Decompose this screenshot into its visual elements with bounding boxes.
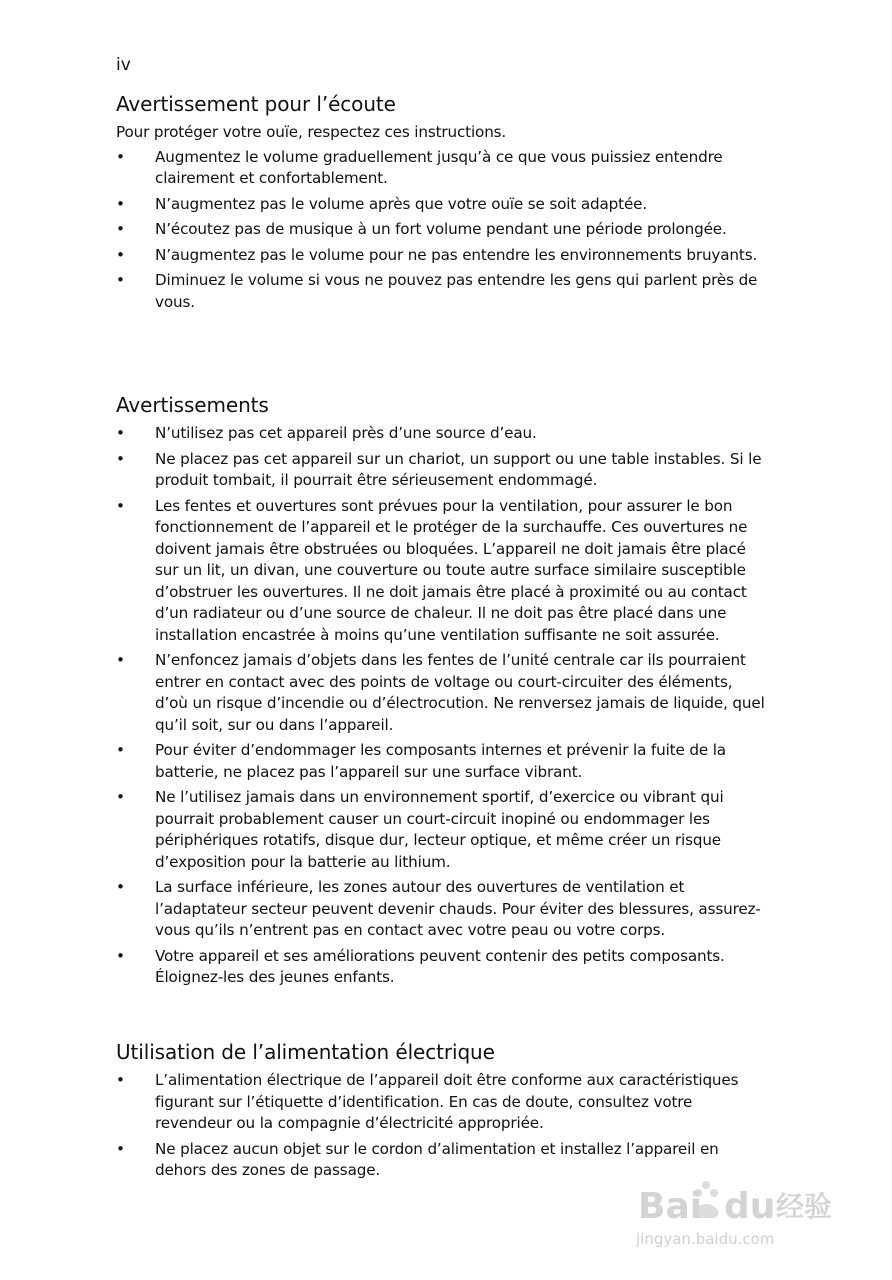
list-item — [116, 1070, 766, 1135]
list-item-text: Votre appareil et ses améliorations peuvent contenir des petits composants. Éloignez-les des jeunes enfants. — [155, 946, 725, 986]
bullet-icon: • — [116, 741, 125, 759]
list-item — [116, 245, 766, 267]
section-title: Utilisation de l’alimentation électrique — [116, 1040, 495, 1064]
bullet-icon: • — [116, 946, 125, 965]
list-item — [116, 740, 766, 783]
list-item — [116, 423, 766, 445]
bullet-icon: • — [116, 449, 125, 468]
bullet-icon: • — [116, 194, 125, 213]
baidu-jingyan-watermark — [628, 1160, 858, 1260]
section-intro: Pour protéger votre ouïe, respectez ces instructions. — [116, 123, 507, 141]
svg-text:du: du — [724, 1186, 776, 1227]
bullet-icon: • — [116, 1071, 125, 1089]
list-item-text: Ne l’utilisez jamais dans un environnement sportif, d’exercice ou vibrant qui pourrait probablement causer un court-circuit inopiné ou endommager les périphériques rotatifs, disque dur, lecteur optique, et même créer un risque d’exposition pour la batterie au lithium. — [155, 788, 724, 871]
list-item-text: Pour éviter d’endommager les composants internes et prévenir la fuite de la batterie, ne placez pas l’appareil sur une surface vibrant. — [155, 741, 726, 781]
list-item-text: N’écoutez pas de musique à un fort volume pendant une période prolongée. — [155, 220, 727, 238]
list-item — [116, 650, 766, 736]
list-item — [116, 787, 766, 873]
list-item-text: La surface inférieure, les zones autour des ouvertures de ventilation et l’adaptateur secteur peuvent devenir chauds. Pour éviter des blessures, assurez-vous qu’ils n’entrent pas en contact avec votre peau ou votre corps. — [155, 878, 761, 939]
page-number: iv — [116, 55, 131, 75]
bullet-list — [116, 147, 766, 314]
list-item-text: N’augmentez pas le volume après que votre ouïe se soit adaptée. — [155, 194, 648, 213]
svg-text:jingyan.baidu.com: jingyan.baidu.com — [636, 1230, 775, 1248]
bullet-icon: • — [116, 651, 125, 669]
list-item-text: N’augmentez pas le volume pour ne pas entendre les environnements bruyants. — [155, 245, 758, 264]
bullet-icon: • — [116, 788, 125, 806]
list-item — [116, 194, 766, 216]
list-item-text: Augmentez le volume graduellement jusqu’à ce que vous puissiez entendre clairement et confortablement. — [155, 147, 723, 187]
list-item-text: Les fentes et ouvertures sont prévues pour la ventilation, pour assurer le bon fonctionnement de l’appareil et le protéger de la surchauffe. Ces ouvertures ne doivent jamais être obstruées ou bloquées. L’appareil ne doit jamais être placé sur un lit, un divan, une couverture ou toute autre surface similaire susceptible d’obstruer les ouvertures. Il ne doit jamais être placé à proximité ou au contact d’un radiateur ou d’une source de chaleur. Il ne doit pas être placé dans une installation encastrée à moins qu’une ventilation suffisante ne soit assurée. — [155, 496, 748, 644]
list-item — [116, 147, 766, 190]
list-item — [116, 449, 766, 492]
bullet-list — [116, 423, 766, 989]
section-title: Avertissements — [116, 393, 269, 417]
bullet-icon: • — [116, 496, 125, 515]
bullet-icon: • — [116, 147, 125, 166]
list-item — [116, 270, 766, 313]
list-item-text: Diminuez le volume si vous ne pouvez pas entendre les gens qui parlent près de vous. — [155, 271, 758, 311]
list-item-text: Ne placez pas cet appareil sur un chariot, un support ou une table instables. Si le produit tombait, il pourrait être sérieusement endommagé. — [155, 449, 762, 489]
svg-text:经验: 经验 — [776, 1190, 833, 1223]
bullet-icon: • — [116, 424, 125, 442]
bullet-icon: • — [116, 245, 125, 264]
section-warnings — [116, 393, 766, 993]
list-item — [116, 946, 766, 989]
section-title: Avertissement pour l’écoute — [116, 92, 396, 116]
watermark-logo-icon — [628, 1160, 858, 1260]
list-item — [116, 877, 766, 942]
list-item-text: N’utilisez pas cet appareil près d’une source d’eau. — [155, 424, 537, 442]
list-item-text: N’enfoncez jamais d’objets dans les fentes de l’unité centrale car ils pourraient entrer en contact avec des points de voltage ou court-circuiter des éléments, d’où un risque d’incendie ou d’électrocution. Ne renversez jamais de liquide, quel qu’il soit, sur ou dans l’appareil. — [155, 651, 765, 734]
list-item — [116, 496, 766, 647]
svg-text:Bai: Bai — [638, 1186, 703, 1227]
bullet-icon: • — [116, 1139, 125, 1158]
bullet-icon: • — [116, 878, 125, 896]
section-listening-warning — [116, 92, 766, 317]
list-item — [116, 219, 766, 241]
list-item-text: Ne placez aucun objet sur le cordon d’alimentation et installez l’appareil en dehors des zones de passage. — [155, 1139, 719, 1179]
bullet-icon: • — [116, 220, 125, 238]
bullet-icon: • — [116, 271, 125, 289]
list-item-text: L’alimentation électrique de l’appareil doit être conforme aux caractéristiques figurant sur l’étiquette d’identification. En cas de doute, consultez votre revendeur ou la compagnie d’électricité appropriée. — [155, 1071, 739, 1132]
